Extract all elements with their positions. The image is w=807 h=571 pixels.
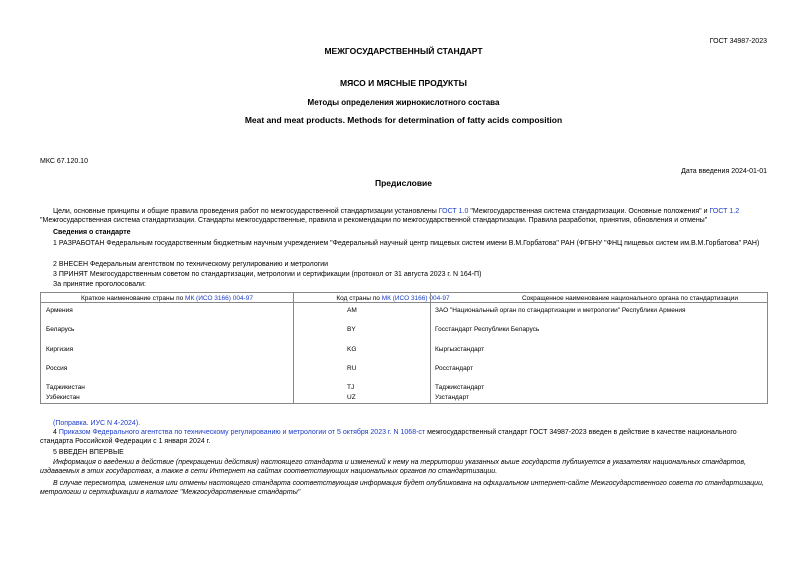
item-2: 2 ВНЕСЕН Федеральным агентством по техническому регулированию и метрологии (53, 261, 329, 268)
item-5: 5 ВВЕДЕН ВПЕРВЫЕ (53, 449, 124, 456)
header-col2-text: Код страны по (336, 295, 382, 302)
table-cell-code: TJ (347, 384, 355, 391)
document-number: ГОСТ 34987-2023 (709, 38, 767, 45)
item-4-text: межгосударственный стандарт ГОСТ 34987-2023 введен в действие в качестве национального стандарта Российской Федерации с 1 января 2024 г. (40, 429, 737, 445)
foreword-heading: Предисловие (374, 178, 433, 188)
table-cell-code: KG (347, 346, 357, 353)
introduction-date: Дата введения 2024-01-01 (681, 168, 767, 175)
mk-iso-link-1[interactable]: МК (ИСО 3166) 004-97 (185, 295, 253, 302)
item-1: 1 РАЗРАБОТАН Федеральным государственным бюджетным научным учреждением "Федеральный научный центр пищевых систем имени В.М.Горбатова" РАН (ФГБНУ "ФНЦ пищевых систем им.В.М.Горбатова" РАН) (53, 240, 760, 247)
table-cell-body: Росстандарт (435, 365, 474, 372)
mks-code: МКС 67.120.10 (40, 158, 88, 165)
table-header (41, 293, 767, 303)
table-cell-country: Беларусь (46, 326, 75, 333)
gost-1-0-link[interactable]: ГОСТ 1.0 (438, 208, 469, 215)
countries-table (40, 292, 768, 404)
table-cell-code: UZ (347, 394, 356, 401)
table-cell-country: Армения (46, 307, 73, 314)
table-cell-body: Госстандарт Республики Беларусь (435, 326, 540, 333)
table-cell-code: AM (347, 307, 357, 314)
gost-1-2-link[interactable]: ГОСТ 1.2 (709, 208, 740, 215)
table-cell-body: Таджикстандарт (435, 384, 485, 391)
title-ru: МЯСО И МЯСНЫЕ ПРОДУКТЫ (340, 78, 467, 88)
info-paragraph-2: В случае пересмотра, изменения или отмены настоящего стандарта соответствующая информация будет опубликована на официальном интернет-сайте Межгосударственного совета по стандартизации, метрологии и сертификации в каталоге "Межгосударственные стандарты" (40, 480, 764, 496)
table-cell-body: Узстандарт (435, 394, 469, 401)
item-4 (40, 428, 768, 446)
table-cell-body: ЗАО "Национальный орган по стандартизации и метрологии" Республики Армения (435, 307, 686, 314)
header-col1-text: Краткое наименование страны по (81, 295, 186, 302)
table-cell-country: Россия (46, 365, 68, 372)
p1-text-c: "Межгосударственная система стандартизации. Стандарты межгосударственные, правила и рекомендации по межгосударственной стандартизации. Правила разработки, принятия, обновления и отмены" (40, 217, 708, 224)
amendment-note[interactable] (53, 419, 768, 428)
info-heading: Сведения о стандарте (53, 229, 131, 236)
item-3: 3 ПРИНЯТ Межгосударственным советом по стандартизации, метрологии и сертификации (протокол от 31 августа 2023 г. N 164-П) (53, 271, 482, 278)
title-en: Meat and meat products. Methods for determination of fatty acids composition (244, 115, 563, 125)
amendment-link[interactable]: (Поправка. ИУС N 4-2024). (53, 420, 141, 427)
table-cell-country: Киргизия (46, 346, 74, 353)
standard-type-heading: МЕЖГОСУДАРСТВЕННЫЙ СТАНДАРТ (324, 46, 483, 56)
table-cell-country: Таджикистан (46, 384, 85, 391)
column-divider (293, 293, 294, 403)
item-4-number: 4 (53, 429, 59, 436)
subtitle-ru: Методы определения жирнокислотного состава (307, 98, 500, 107)
mk-iso-link-2[interactable]: МК (ИСО 3166) 004-97 (381, 295, 450, 302)
header-country-code (293, 294, 493, 303)
column-divider (430, 293, 431, 403)
voted-label: За принятие проголосовали: (53, 281, 146, 288)
p1-text-a: Цели, основные принципы и общие правила проведения работ по межгосударственной стандартизации установлены (53, 208, 439, 215)
table-cell-body: Кыргызстандарт (435, 346, 485, 353)
info-paragraph-1: Информация о введении в действие (прекращении действия) настоящего стандарта и изменений к нему на территории указанных выше государств публикуется в указателях национальных стандартов, издаваемых в этих государствах, а также в сети Интернет на сайтах соответствующих национальных органов по стандартизации. (40, 459, 746, 475)
table-cell-code: RU (347, 365, 357, 372)
header-country-name (41, 294, 293, 303)
foreword-paragraph-1 (40, 207, 768, 225)
table-cell-country: Узбекистан (46, 394, 80, 401)
p1-text-b: "Межгосударственная система стандартизации. Основные положения" и (468, 208, 710, 215)
table-cell-code: BY (347, 326, 356, 333)
order-link[interactable]: Приказом Федерального агентства по техническому регулированию и метрологии от 5 октября 2023 г. N 1068-ст (58, 429, 426, 436)
header-national-body: Сокращенное наименование национального органа по стандартизации (521, 295, 739, 302)
